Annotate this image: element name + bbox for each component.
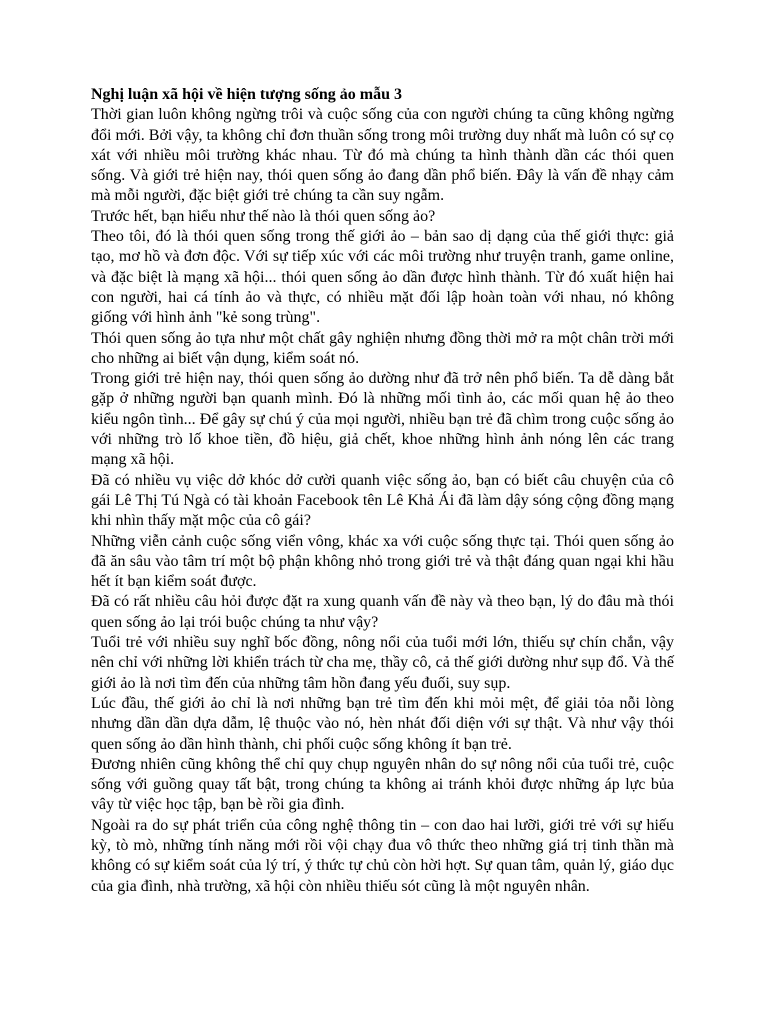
paragraph: Trước hết, bạn hiểu như thế nào là thói quen sống ảo? (91, 207, 436, 225)
paragraph: Ngoài ra do sự phát triển của công nghệ thông tin – con dao hai lưỡi, giới trẻ với sự hiếu kỳ, tò mò, những tính năng mới rồi vội chạy đua vô thức theo những giá trị tinh thần mà không có sự kiểm soát của lý trí, ý thức tự chủ còn hời hợt. Sự quan tâm, quản lý, giáo dục của gia đình, nhà trường, xã hội còn nhiều thiếu sót cũng là một nguyên nhân. (91, 816, 674, 895)
paragraph: Thời gian luôn không ngừng trôi và cuộc sống của con người chúng ta cũng không ngừng đổi mới. Bởi vậy, ta không chỉ đơn thuần sống trong môi trường duy nhất mà luôn có sự cọ xát với nhiều môi trường khác nhau. Từ đó mà chúng ta hình thành dần các thói quen sống. Và giới trẻ hiện nay, thói quen sống ảo đang dần phổ biến. Đây là vấn đề nhạy cảm mà mỗi người, đặc biệt giới trẻ chúng ta cần suy ngẫm. (91, 106, 674, 205)
document-body (91, 85, 674, 897)
paragraph: Đương nhiên cũng không thể chỉ quy chụp nguyên nhân do sự nông nổi của tuổi trẻ, cuộc sống với guồng quay tất bật, trong chúng ta không ai tránh khỏi được những áp lực bủa vây từ việc học tập, bạn bè rồi gia đình. (91, 755, 674, 814)
paragraph: Những viễn cảnh cuộc sống viển vông, khác xa với cuộc sống thực tại. Thói quen sống ảo đã ăn sâu vào tâm trí một bộ phận không nhỏ trong giới trẻ và thật đáng quan ngại khi hầu hết ít bạn kiểm soát được. (91, 532, 674, 591)
document-title: Nghị luận xã hội về hiện tượng sống ảo mẫu 3 (91, 86, 402, 103)
paragraph: Lúc đầu, thế giới ảo chỉ là nơi những bạn trẻ tìm đến khi mỏi mệt, để giải tỏa nỗi lòng nhưng dần dần dựa dẫm, lệ thuộc vào nó, hèn nhát đối diện với sự thật. Và như vậy thói quen sống ảo dần hình thành, chi phối cuộc sống không ít bạn trẻ. (91, 694, 674, 753)
paragraph: Đã có rất nhiều câu hỏi được đặt ra xung quanh vấn đề này và theo bạn, lý do đâu mà thói quen sống ảo lại trói buộc chúng ta như vậy? (91, 593, 674, 631)
paragraph: Trong giới trẻ hiện nay, thói quen sống ảo dường như đã trở nên phổ biến. Ta dễ dàng bắt gặp ở những người bạn quanh mình. Đó là những mối tình ảo, các mối quan hệ ảo theo kiểu ngôn tình... Để gây sự chú ý của mọi người, nhiều bạn trẻ đã chìm trong cuộc sống ảo với những trò lố khoe tiền, đồ hiệu, giả chết, khoe những hình ảnh nóng lên các trang mạng xã hội. (91, 370, 674, 469)
paragraph: Thói quen sống ảo tựa như một chất gây nghiện nhưng đồng thời mở ra một chân trời mới cho những ai biết vận dụng, kiểm soát nó. (91, 329, 674, 367)
paragraph: Tuổi trẻ với nhiều suy nghĩ bốc đồng, nông nổi của tuổi mới lớn, thiếu sự chín chắn, vậy nên chỉ với những lời khiển trách từ cha mẹ, thầy cô, cả thế giới dường như sụp đổ. Và thế giới ảo là nơi tìm đến của những tâm hồn đang yếu đuối, suy sụp. (91, 634, 674, 692)
paragraph: Theo tôi, đó là thói quen sống trong thế giới ảo – bản sao dị dạng của thế giới thực: giả tạo, mơ hồ và đơn độc. Với sự tiếp xúc với các môi trường như truyện tranh, game online, và đặc biệt là mạng xã hội... thói quen sống ảo dần được hình thành. Từ đó xuất hiện hai con người, hai cá tính ảo và thực, có nhiều mặt đối lập hoàn toàn với nhau, nó không giống với hình ảnh "kẻ song trùng". (91, 228, 674, 327)
paragraph: Đã có nhiều vụ việc dở khóc dở cười quanh việc sống ảo, bạn có biết câu chuyện của cô gái Lê Thị Tú Ngà có tài khoản Facebook tên Lê Khả Ái đã làm dậy sóng cộng đồng mạng khi nhìn thấy mặt mộc của cô gái? (91, 471, 674, 530)
